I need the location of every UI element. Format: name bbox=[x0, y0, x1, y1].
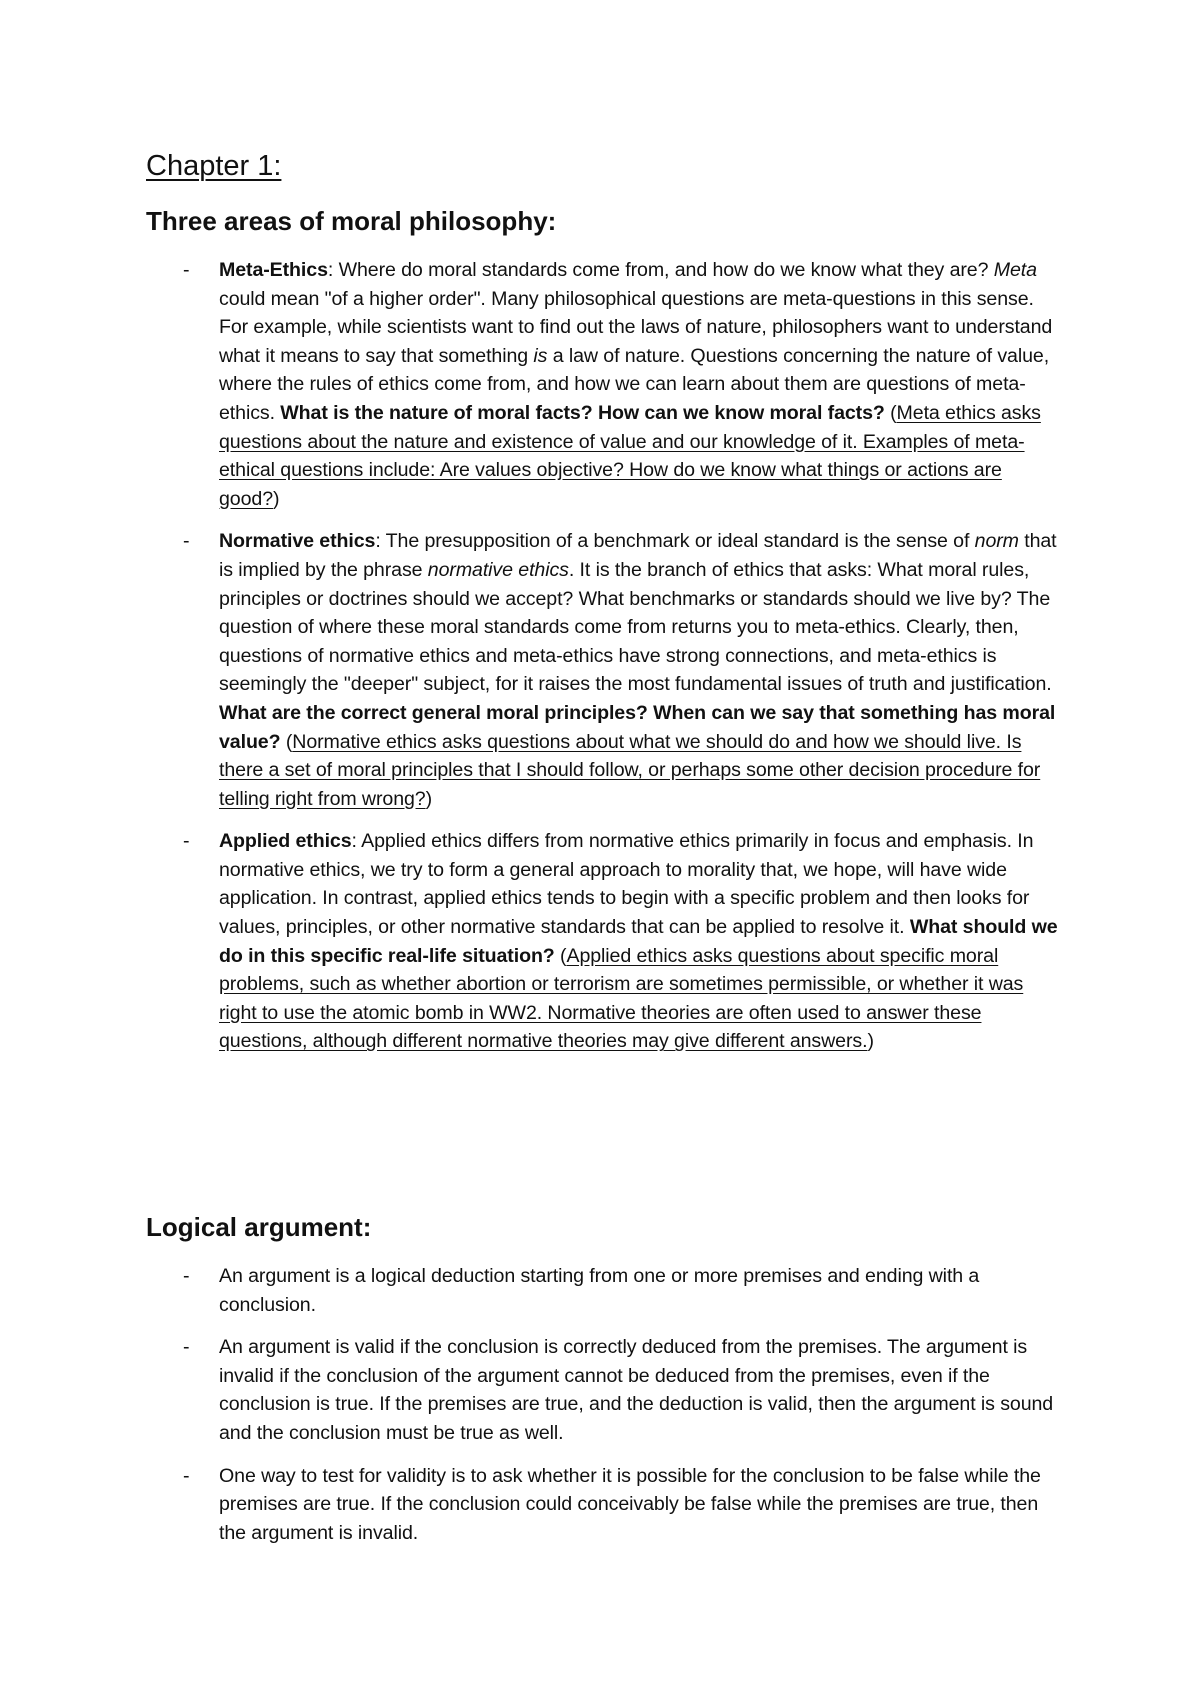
term-normative-ethics: Normative ethics bbox=[219, 530, 376, 553]
bullet-dash: - bbox=[183, 259, 190, 281]
bullet-dash: - bbox=[183, 1265, 190, 1287]
chapter-title: Chapter 1: bbox=[146, 150, 282, 182]
term-applied-ethics: Applied ethics bbox=[219, 830, 352, 853]
key-question: What are the correct general moral principles? When can we say that something has moral value? bbox=[219, 701, 1056, 753]
list-item-normative-ethics: - Normative ethics: The presupposition of a benchmark or ideal standard is the sense of norm that is implied by the phrase normative ethics. It is the branch of ethics that asks: What moral rules, principles or doctrines should we accept? What benchmarks or standards should we live by? The question of where these moral standards come from returns you to meta-ethics. Clearly, then, questions of normative ethics and meta-ethics have strong connections, and meta-ethics is seemingly the "deeper" subject, for it raises the most fundamental issues of truth and justification. What are the correct general moral principles? When can we say that something has moral value? (Normative ethics asks questions about what we should do and how we should live. Is there a set of moral principles that I should follow, or perhaps some other decision procedure for telling right from wrong?) bbox=[146, 527, 1066, 813]
summary-underlined: Normative ethics asks questions about what we should do and how we should live. Is there a set of moral principles that I should follow, or perhaps some other decision procedure for telling right from wrong? bbox=[219, 730, 1041, 810]
bullet-dash: - bbox=[183, 1336, 190, 1359]
logical-argument-list bbox=[146, 1262, 1066, 1561]
bullet-dash: - bbox=[183, 1464, 190, 1487]
key-question: What is the nature of moral facts? How can we know moral facts? bbox=[280, 401, 885, 424]
bullet-dash: - bbox=[183, 830, 190, 853]
list-item: - An argument is a logical deduction starting from one or more premises and ending with a conclusion. bbox=[146, 1262, 1066, 1319]
list-item: - One way to test for validity is to ask whether it is possible for the conclusion to be false while the premises are true. If the conclusion could conceivably be false while the premises are true, then the argument is invalid. bbox=[146, 1462, 1066, 1548]
bullet-dash: - bbox=[183, 530, 190, 553]
summary-underlined: Applied ethics asks questions about specific moral problems, such as whether abortion or terrorism are sometimes permissible, or whether it was right to use the atomic bomb in WW2. Normative theories are often used to answer these questions, although different normative theories may give different answers. bbox=[219, 944, 1024, 1053]
list-item-meta-ethics: - Meta-Ethics: Where do moral standards come from, and how do we know what they are? Meta could mean "of a higher order". Many philosophical questions are meta-questions in this sense. For example, while scientists want to find out the laws of nature, philosophers want to understand what it means to say that something is a law of nature. Questions concerning the nature of value, where the rules of ethics come from, and how we can learn about them are questions of meta-ethics. What is the nature of moral facts? How can we know moral facts? (Meta ethics asks questions about the nature and existence of value and our knowledge of it. Examples of meta-ethical questions include: Are values objective? How do we know what things or actions are good?) bbox=[146, 256, 1066, 513]
summary-underlined: Meta ethics asks questions about the nature and existence of value and our knowledge of it. Examples of meta-ethical questions include: Are values objective? How do we know what things or actions are good? bbox=[219, 401, 1041, 510]
key-question: What should we do in this specific real-life situation? bbox=[219, 916, 1058, 967]
term-meta-ethics: Meta-Ethics bbox=[219, 259, 328, 281]
section-heading-moral-philosophy: Three areas of moral philosophy: bbox=[146, 206, 557, 236]
moral-philosophy-list bbox=[146, 256, 1066, 1070]
list-item-applied-ethics: - Applied ethics: Applied ethics differs from normative ethics primarily in focus and emphasis. In normative ethics, we try to form a general approach to morality that, we hope, will have wide application. In contrast, applied ethics tends to begin with a specific problem and then looks for values, principles, or other normative standards that can be applied to resolve it. What should we do in this specific real-life situation? (Applied ethics asks questions about specific moral problems, such as whether abortion or terrorism are sometimes permissible, or whether it was right to use the atomic bomb in WW2. Normative theories are often used to answer these questions, although different normative theories may give different answers.) bbox=[146, 827, 1066, 1056]
list-item: - An argument is valid if the conclusion is correctly deduced from the premises. The argument is invalid if the conclusion of the argument cannot be deduced from the premises, even if the conclusion is true. If the premises are true, and the deduction is valid, then the argument is sound and the conclusion must be true as well. bbox=[146, 1333, 1066, 1447]
section-heading-logical-argument: Logical argument: bbox=[146, 1212, 372, 1242]
